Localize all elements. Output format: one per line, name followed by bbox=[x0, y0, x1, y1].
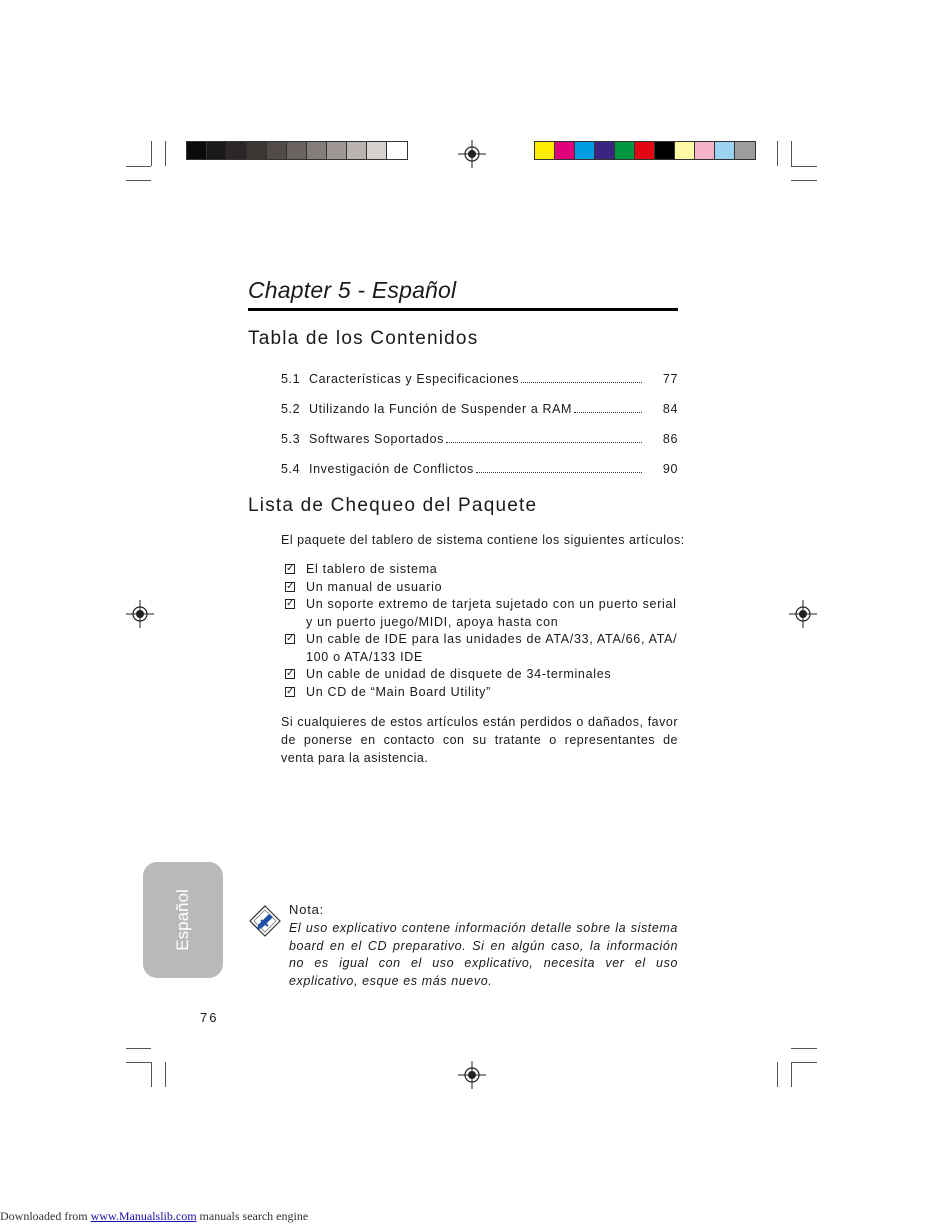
list-item-text: Un cable de unidad de disquete de 34-terminales bbox=[306, 667, 612, 681]
color-swatch bbox=[555, 142, 575, 159]
manualslib-link[interactable]: www.Manualslib.com bbox=[90, 1209, 197, 1223]
list-item bbox=[285, 666, 680, 684]
checkbox-checked-icon: ✓ bbox=[286, 685, 296, 697]
toc-heading: Tabla de los Contenidos bbox=[248, 328, 479, 349]
toc-entry-page: 84 bbox=[662, 402, 678, 416]
toc-entry-title: Investigación de Conflictos bbox=[309, 462, 474, 476]
list-item bbox=[285, 596, 680, 631]
color-swatch bbox=[595, 142, 615, 159]
color-swatch bbox=[247, 142, 267, 159]
color-swatch bbox=[615, 142, 635, 159]
color-swatch bbox=[187, 142, 207, 159]
note-text: El uso explicativo contene información detalle sobre la sistema board en el CD preparativo. Si en algún caso, la información no es igual con el uso explicativo, necesita ver el uso explicativo, esque es más nuevo. bbox=[289, 921, 678, 988]
color-swatch bbox=[387, 142, 407, 159]
language-tab-label: Español bbox=[173, 889, 192, 951]
color-swatch bbox=[675, 142, 695, 159]
list-item-text: Un manual de usuario bbox=[306, 579, 443, 594]
color-swatch bbox=[635, 142, 655, 159]
color-swatch bbox=[715, 142, 735, 159]
title-rule bbox=[248, 308, 678, 311]
toc-entry-page: 86 bbox=[662, 432, 678, 446]
list-item bbox=[285, 684, 680, 702]
toc-entry-number: 5.1 bbox=[281, 372, 301, 386]
toc-entry[interactable] bbox=[281, 432, 678, 450]
color-swatch bbox=[307, 142, 327, 159]
color-swatch bbox=[347, 142, 367, 159]
color-swatch bbox=[695, 142, 715, 159]
process-color-bar bbox=[534, 141, 756, 160]
toc-entry-number: 5.4 bbox=[281, 462, 301, 476]
checkbox-checked-icon: ✓ bbox=[286, 633, 296, 644]
registration-target-icon bbox=[458, 1061, 486, 1089]
toc-entry-title: Utilizando la Función de Suspender a RAM bbox=[309, 402, 573, 416]
color-swatch bbox=[735, 142, 755, 159]
footer-prefix: Downloaded from bbox=[0, 1209, 91, 1223]
list-item bbox=[285, 561, 680, 579]
toc-leader-dots bbox=[574, 411, 642, 413]
list-item bbox=[285, 579, 680, 597]
color-swatch bbox=[287, 142, 307, 159]
color-swatch bbox=[575, 142, 595, 159]
note-title: Nota: bbox=[289, 902, 325, 917]
checklist-closing-paragraph: Si cualquieres de estos artículos están perdidos o dañados, favor de ponerse en contacto con su tratante o representantes de venta para la asistencia. bbox=[281, 715, 678, 765]
color-swatch bbox=[227, 142, 247, 159]
note-pencil-icon bbox=[249, 905, 281, 937]
toc-entry-page: 90 bbox=[662, 462, 678, 476]
list-item-text: Un soporte extremo de tarjeta sujetado con un puerto serial y un puerto juego/MIDI, apoya hasta con bbox=[306, 597, 677, 629]
language-side-tab bbox=[143, 862, 223, 978]
toc-entry[interactable] bbox=[281, 372, 678, 390]
toc-entry-number: 5.3 bbox=[281, 432, 301, 446]
checklist-heading: Lista de Chequeo del Paquete bbox=[248, 495, 538, 516]
page-number: 76 bbox=[200, 1010, 219, 1025]
color-swatch bbox=[367, 142, 387, 159]
toc-leader-dots bbox=[521, 381, 642, 383]
checkbox-checked-icon: ✓ bbox=[286, 563, 296, 574]
download-footer bbox=[0, 1209, 308, 1224]
footer-suffix: manuals search engine bbox=[196, 1209, 309, 1223]
grayscale-color-bar bbox=[186, 141, 408, 160]
list-item-text: Un cable de IDE para las unidades de ATA/33, ATA/66, ATA/ 100 o ATA/133 IDE bbox=[306, 632, 678, 664]
toc-entry-title: Softwares Soportados bbox=[309, 432, 444, 446]
registration-target-icon bbox=[126, 600, 154, 628]
checkbox-checked-icon: ✓ bbox=[286, 598, 296, 609]
registration-target-icon bbox=[789, 600, 817, 628]
toc-entry-number: 5.2 bbox=[281, 402, 301, 416]
toc-entry-title: Características y Especificaciones bbox=[309, 372, 520, 386]
color-swatch bbox=[655, 142, 675, 159]
toc-entry-page: 77 bbox=[662, 372, 678, 386]
checkbox-checked-icon: ✓ bbox=[286, 668, 296, 679]
list-item-text: Un CD de “Main Board Utility” bbox=[306, 684, 491, 699]
color-swatch bbox=[535, 142, 555, 159]
color-swatch bbox=[207, 142, 227, 159]
color-swatch bbox=[267, 142, 287, 159]
checkbox-checked-icon: ✓ bbox=[286, 580, 296, 592]
toc-leader-dots bbox=[476, 471, 642, 473]
checklist bbox=[285, 561, 680, 701]
registration-target-icon bbox=[458, 140, 486, 168]
toc-leader-dots bbox=[446, 441, 642, 443]
checklist-intro: El paquete del tablero de sistema contiene los siguientes artículos: bbox=[281, 533, 685, 547]
chapter-title: Chapter 5 - Español bbox=[248, 277, 457, 303]
list-item-text: El tablero de sistema bbox=[306, 562, 438, 576]
toc-entry[interactable] bbox=[281, 402, 678, 420]
color-swatch bbox=[327, 142, 347, 159]
list-item bbox=[285, 631, 680, 666]
toc-entry[interactable] bbox=[281, 462, 678, 480]
